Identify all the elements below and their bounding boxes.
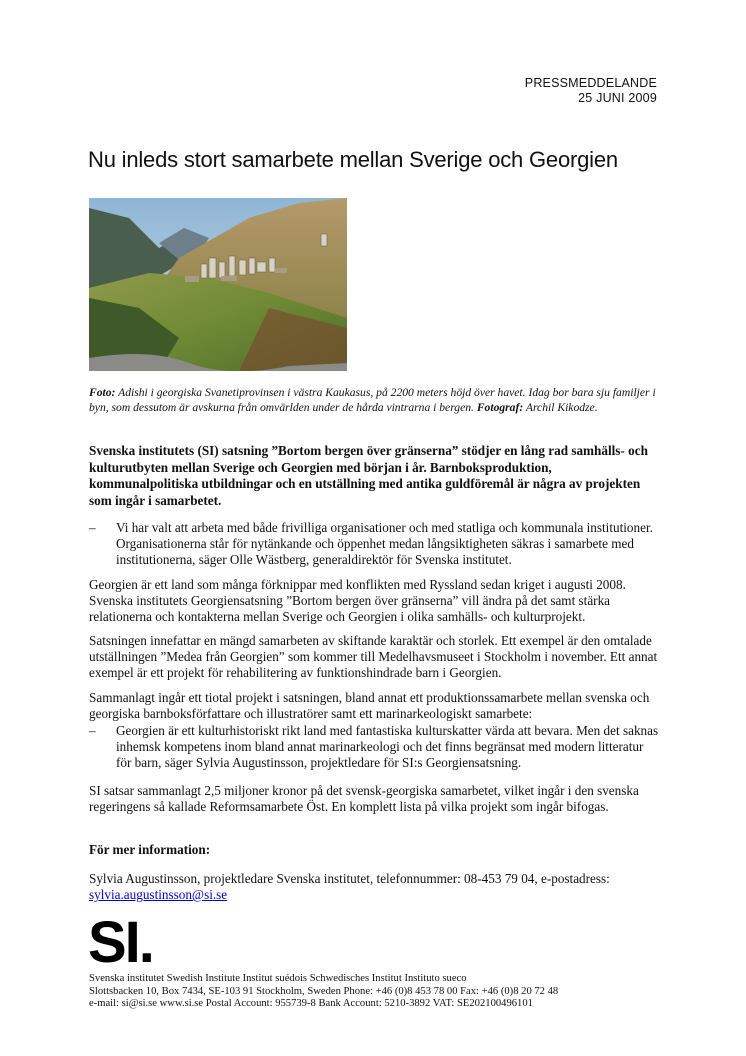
caption-foto-label: Foto: [89, 386, 116, 399]
quote-text: Vi har valt att arbeta med både frivilliga organisationer och med statliga och kommunala institutioner. Organisationerna står för nytänkande och öppenhet medan långsiktigheten säkras i samarbete med institutionerna, säger Olle Wästberg, generaldirektör för Svenska institutet. [116, 520, 653, 568]
paragraph-collaboration: Sammanlagt ingår ett tiotal projekt i satsningen, bland annat ett produktionssamarbete mellan svenska och georgiska barnboksförfattare och illustratörer samt ett marinarkeologiskt samarbete: [89, 690, 650, 722]
footer [89, 973, 649, 1011]
caption-photographer-name: Archil Kikodze. [523, 400, 598, 414]
logo-text: SI. [88, 916, 153, 968]
contact-email-link[interactable]: sylvia.augustinsson@si.se [89, 887, 228, 902]
more-info-heading: För mer information: [89, 842, 211, 857]
contact-text: Sylvia Augustinsson, projektledare Svenska institutet, telefonnummer: 08-453 79 04, e-postadress: [89, 871, 610, 886]
paragraph-conflict: Georgien är ett land som många förknippar med konflikten med Ryssland sedan kriget i augusti 2008. Svenska institutets Georgiensatsning ”Bortom bergen över gränserna” vill ändra på det samt stärka relationerna och kontakterna mellan Sverige och Georgien i olika samhälls- och kulturprojekt. [89, 577, 626, 625]
quote-text: Georgien är ett kulturhistoriskt rikt land med fantastiska kulturskatter värda att bevara. Men det saknas inhemsk kompetens inom bland annat marinarkeologi och det finns begränsat med modern litteratur för barn, säger Sylvia Augustinsson, projektledare för SI:s Georgiensatsning. [116, 723, 659, 771]
footer-contact-accounts: e-mail: si@si.se www.si.se Postal Account: 955739-8 Bank Account: 5210-3892 VAT: SE202100496101 [89, 998, 533, 1009]
release-date: 25 JUNI 2009 [578, 91, 657, 105]
contact-block [89, 871, 664, 903]
si-logo [88, 916, 160, 968]
press-release-header [525, 76, 657, 106]
footer-institute-names: Svenska institutet Swedish Institute Institut suédois Schwedisches Institut Instituto sueco [89, 973, 467, 984]
paragraph-projects: Satsningen innefattar en mängd samarbeten av skiftande karaktär och storlek. Ett exempel är den omtalade utställningen ”Medea från Georgien” som kommer till Medelhavsmuseet i Stockholm i november. Ett annat exempel är ett projekt för rehabilitering av funktionshindrade barn i Georgien. [89, 633, 658, 681]
doc-type-label: PRESSMEDDELANDE [524, 76, 657, 90]
lead-paragraph: Svenska institutets (SI) satsning ”Bortom bergen över gränserna” stödjer en lång rad samhälls- och kulturutbyten mellan Sverige och Georgien med början i år. Barnboksproduktion, kommunalpolitiska utbildningar och en utställning med antika guldföremål är några av projekten som ingår i samarbetet. [89, 443, 648, 508]
mountain-village-photo [89, 198, 347, 371]
quote-dash: – [89, 520, 96, 535]
paragraph-funding: SI satsar sammanlagt 2,5 miljoner kronor på det svensk-georgiska samarbetet, vilket ingår i den svenska regeringens så kallade Reformsamarbete Öst. En komplett lista på vilka projekt som ingår bifogas. [89, 783, 639, 815]
caption-photographer-label: Fotograf: [476, 400, 524, 414]
footer-address: Slottsbacken 10, Box 7434, SE-103 91 Stockholm, Sweden Phone: +46 (0)8 453 78 00 Fax: +46 (0)8 20 72 48 [89, 985, 559, 997]
caption-text: Adishi i georgiska Svanetiprovinsen i västra Kaukasus, på 2200 meters höjd över havet. Idag bor bara sju familjer i byn, som dessutom är avskurna från omvärlden under de hårda vintrarna i bergen. [89, 386, 656, 414]
quote-dash: – [89, 723, 96, 738]
headline: Nu inleds stort samarbete mellan Sverige och Georgien [88, 147, 618, 172]
photo-caption [89, 386, 659, 415]
